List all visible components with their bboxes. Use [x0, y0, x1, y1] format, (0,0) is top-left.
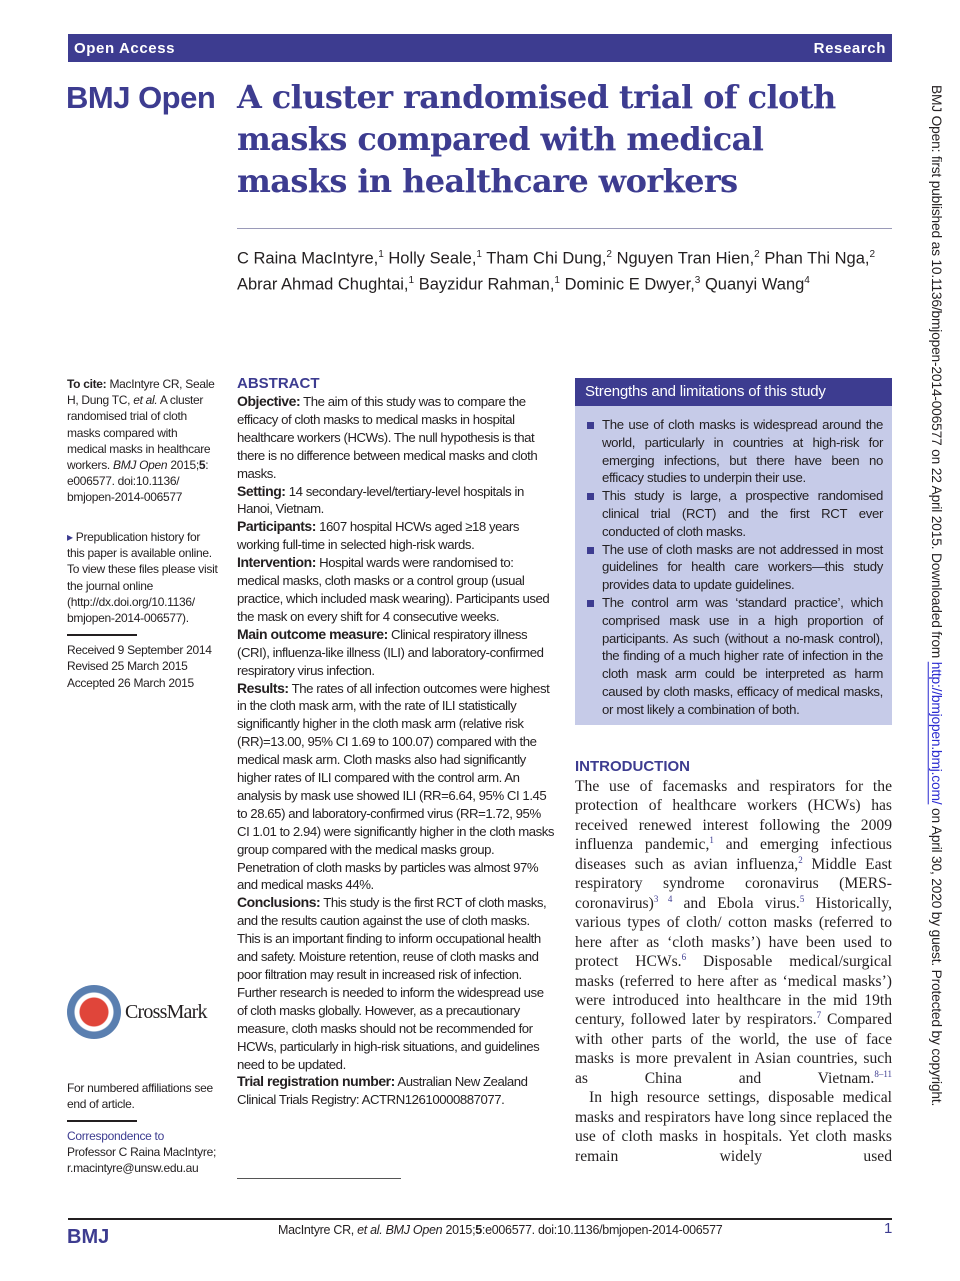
abstract-text: Hospital wards were randomised to: medical masks, cloth masks or a control group (usual practice, which included mask wearing). Participants used the mask on every shift for 4 consecutive weeks.	[237, 555, 550, 624]
reference-marker[interactable]: 7	[816, 1010, 822, 1021]
strength-item: The use of cloth masks is widespread around the world, particularly in countries at high-risk for emerging infections, but there have been no efficacy studies to underpin their use.	[587, 416, 883, 487]
author-name: Tham Chi Dung,	[486, 249, 607, 268]
correspondence-email[interactable]: r.macintyre@unsw.edu.au	[67, 1161, 199, 1176]
intro-text: Compared with other parts of the world, the use of face masks is more prevalent in Asian countries, such as China and Vietnam.	[575, 1011, 892, 1087]
abstract-text: Australian New Zealand Clinical Trials Registry: ACTRN12610000887077.	[237, 1074, 528, 1108]
author-name: Phan Thi Nga,	[764, 249, 870, 268]
cite-journal: BMJ Open	[113, 458, 168, 473]
author-name: Abrar Ahmad Chughtai,	[237, 275, 409, 293]
affiliation-marker: 2	[754, 249, 760, 260]
abstract-section	[237, 483, 555, 519]
divider	[67, 1120, 137, 1122]
cite-label: To cite:	[67, 377, 107, 391]
abstract-label: Participants:	[237, 518, 316, 535]
affiliation-marker: 1	[554, 274, 560, 286]
reference-marker[interactable]: 3 4	[653, 893, 673, 904]
abstract-label: Main outcome measure:	[237, 625, 388, 642]
open-access-label: Open Access	[74, 39, 176, 57]
affiliation-marker: 3	[694, 274, 701, 286]
abstract-section	[237, 518, 555, 554]
journal-logo: BMJ Open	[66, 80, 216, 115]
intro-text: and emerging infectious diseases such as avian influenza,	[575, 836, 892, 873]
footer-divider	[68, 1218, 892, 1220]
accepted-date: Accepted 26 March 2015	[67, 675, 194, 690]
abstract-section	[237, 680, 555, 895]
abstract-section	[237, 554, 555, 626]
abstract-label: Setting:	[237, 482, 286, 499]
correspondence-name: Professor C Raina MacIntyre;	[67, 1145, 216, 1160]
footer-journal: BMJ Open	[382, 1223, 443, 1237]
prepub-note	[67, 529, 219, 691]
crossmark-button[interactable]	[67, 985, 207, 1039]
journal-link[interactable]: http://bmjopen.bmj.com/	[929, 661, 944, 805]
strengths-box	[575, 378, 892, 725]
top-banner	[68, 34, 892, 62]
citation-block	[67, 376, 219, 506]
intro-text: Historically, various types of cloth/ cotton masks (referred to here after as ‘cloth masks’) have been used to protect HCWs.	[575, 894, 893, 971]
affiliation-marker: 1	[378, 249, 384, 260]
abstract-text: Clinical respiratory illness (CRI), influenza-like illness (ILI) and laboratory-confirmed respiratory virus infection.	[237, 626, 544, 678]
author-name: Quanyi Wang	[704, 275, 805, 293]
abstract-text: The rates of all infection outcomes were highest in the cloth mask arm, with the rate of ILI statistically significantly higher in the cloth mask arm (relative risk (RR)=13.00, 95% CI 1.69 to 100.07) compared with the medical mask arm. Cloth masks also had significantly higher rates of ILI compared with the control arm. An analysis by mask use showed ILI (RR=6.64, 95% CI 1.45 to 28.65) and laboratory-confirmed virus (RR=1.72, 95% CI 1.01 to 2.94) were significantly higher in the cloth masks group compared with the medical masks group. Penetration of cloth masks by particles was almost 97% and medical masks 44%.	[237, 680, 555, 893]
author-name: Bayzidur Rahman,	[418, 275, 555, 293]
footer-authors: MacIntyre CR,	[278, 1223, 358, 1237]
abstract-text: 14 secondary-level/tertiary-level hospitals in Hanoi, Vietnam.	[237, 483, 524, 517]
intro-text: Disposable medical/surgical masks (referred to here after as ‘medical masks’) were introduced into healthcare in the mid 19th century, followed later by respirators.	[575, 953, 892, 1029]
author-name: Nguyen Tran Hien,	[616, 249, 755, 268]
intro-text: The use of facemasks and respirators for the protection of healthcare workers (HCWs) has received renewed interest following the 2009 influenza pandemic,	[575, 778, 892, 854]
divider	[237, 228, 892, 229]
affiliation-marker: 2	[606, 249, 612, 260]
abstract-label: Intervention:	[237, 554, 316, 571]
strength-item: The use of cloth masks are not addressed in most guidelines for health care workers—this study provides data to update guidelines.	[587, 541, 883, 594]
triangle-icon: ▸	[67, 530, 73, 544]
footer-etal: et al.	[357, 1223, 383, 1237]
affiliation-marker: 1	[476, 249, 482, 260]
cite-etal: et al.	[133, 393, 158, 408]
abstract-section	[237, 894, 555, 1073]
affiliation-marker: 2	[869, 249, 876, 260]
reference-marker[interactable]: 2	[798, 854, 803, 865]
affiliations-note: For numbered affiliations see end of article.	[67, 1081, 213, 1112]
reference-marker[interactable]: 6	[681, 951, 687, 962]
bmj-logo: BMJ	[67, 1226, 110, 1248]
crossmark-label: CrossMark	[125, 1000, 207, 1023]
abstract-label: Conclusions:	[237, 894, 321, 911]
footer-volume: 5	[475, 1223, 482, 1237]
download-notice	[929, 85, 944, 1106]
section-label: Research	[813, 39, 886, 57]
footer-citation	[278, 1223, 722, 1237]
prepub-text[interactable]: Prepublication history for this paper is available online. To view these files please visit the journal online (http://dx.doi.org/10.1136/ bmjopen-2014-006577).	[67, 530, 218, 626]
abstract-section	[237, 393, 555, 483]
abstract-text: The aim of this study was to compare the efficacy of cloth masks to medical masks in hospital healthcare workers (HCWs). The null hypothesis is that there is no difference between medical masks and cloth masks.	[237, 394, 538, 481]
affiliation-marker: 1	[408, 274, 415, 286]
introduction-heading: INTRODUCTION	[575, 758, 690, 775]
intro-text: and Ebola virus.	[672, 894, 800, 912]
strength-item: This study is large, a prospective randomised clinical trial (RCT) and the first RCT ever conducted of cloth masks.	[587, 487, 883, 540]
abstract-section	[237, 1073, 555, 1109]
reference-marker[interactable]: 1	[709, 835, 714, 846]
crossmark-icon	[67, 985, 121, 1039]
cite-title: A cluster randomised trial of cloth masks compared with medical masks in healthcare workers.	[67, 393, 211, 473]
author-name: Dominic E Dwyer,	[564, 275, 695, 293]
abstract-label: Objective:	[237, 393, 301, 409]
divider	[237, 1178, 401, 1179]
divider	[67, 634, 137, 636]
author-name: C Raina MacIntyre,	[237, 249, 379, 268]
intro-paragraph	[575, 777, 892, 1088]
reference-marker[interactable]: 5	[799, 893, 805, 904]
intro-text: Middle East respiratory syndrome coronavirus (MERS-coronavirus)	[575, 855, 892, 912]
revised-date: Revised 25 March 2015	[67, 659, 188, 674]
abstract-text: 1607 hospital HCWs aged ≥18 years working full-time in selected high-risk wards.	[237, 519, 520, 553]
reference-marker[interactable]: 8–11	[874, 1068, 892, 1079]
abstract	[237, 375, 555, 1109]
affiliation-marker: 4	[804, 274, 810, 286]
cite-volume: 5	[198, 458, 206, 473]
abstract-label: Results:	[237, 679, 289, 696]
author-list	[237, 244, 897, 295]
correspondence-block	[67, 1120, 219, 1177]
abstract-heading: ABSTRACT	[237, 375, 320, 392]
cite-year: 2015;	[170, 458, 199, 473]
strengths-list	[575, 406, 892, 719]
cite-doi: : e006577. doi:10.1136/ bmjopen-2014-006577	[67, 458, 209, 505]
article-title: A cluster randomised trial of cloth masks compared with medical masks in healthcare workers	[237, 78, 836, 200]
copyright-text: on April 30, 2020 by guest. Protected by copyright.	[929, 804, 944, 1107]
cite-text: MacIntyre CR, Seale H, Dung TC,	[67, 377, 215, 408]
abstract-text: This study is the first RCT of cloth masks, and the results caution against the use of cloth masks. This is an important finding to inform occupational health and safety. Moisture retention, reuse of cloth masks and poor filtration may result in increased risk of infection. Further research is needed to inform the widespread use of cloth masks globally. However, as a precautionary measure, cloth masks should not be recommended for HCWs, particularly in high-risk situations, and guidelines need to be updated.	[237, 895, 547, 1072]
page-number: 1	[884, 1220, 893, 1237]
introduction	[575, 757, 892, 1166]
strengths-heading: Strengths and limitations of this study	[575, 378, 892, 406]
footer-doi: :e006577. doi:10.1136/bmjopen-2014-006577	[481, 1223, 723, 1237]
strength-item: The control arm was ‘standard practice’, which comprised mask use in a high proportion of participants. As such (without a no-mask control), the finding of a much higher rate of infection in the cloth mask arm could be interpreted as harm caused by cloth masks, efficacy of medical masks, or most likely a combination of both.	[587, 594, 883, 719]
intro-paragraph: In high resource settings, disposable medical masks and respirators have long since replaced the use of cloth masks in hospitals. Yet cloth masks remain widely used	[575, 1089, 892, 1165]
footer-year: 2015;	[442, 1223, 476, 1237]
abstract-section	[237, 626, 555, 680]
author-name: Holly Seale,	[388, 249, 477, 268]
received-date: Received 9 September 2014	[67, 643, 212, 658]
download-text: BMJ Open: first published as 10.1136/bmjopen-2014-006577 on 22 April 2015. Downloaded from	[929, 85, 944, 662]
correspondence-label: Correspondence to	[67, 1129, 164, 1143]
abstract-label: Trial registration number:	[237, 1073, 395, 1090]
